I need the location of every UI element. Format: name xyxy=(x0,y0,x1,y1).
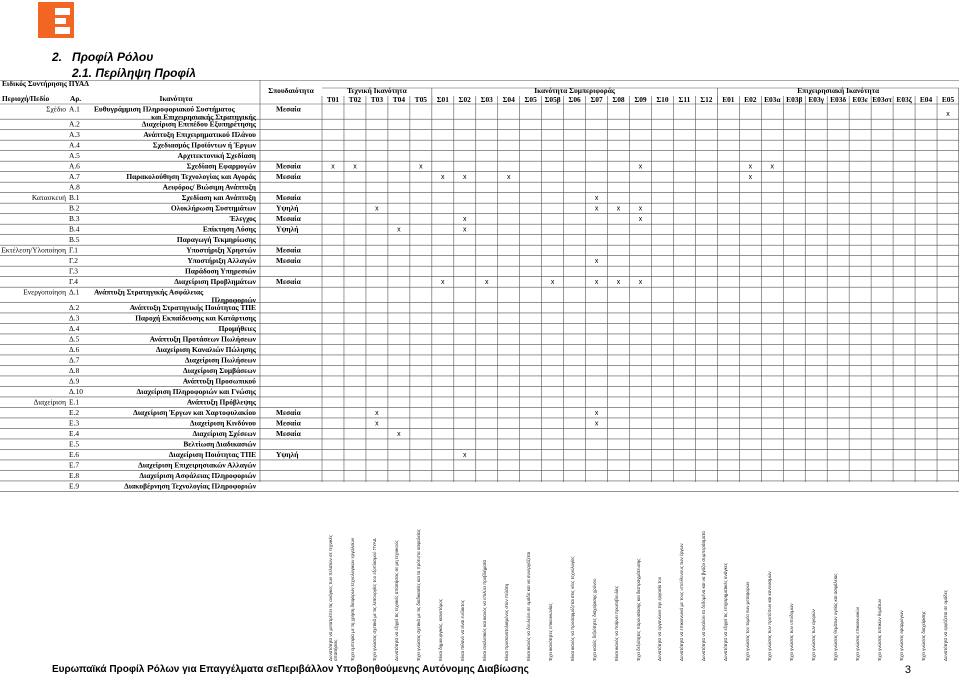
competence-mark: x xyxy=(748,174,753,182)
column-code: Σ07 xyxy=(590,95,603,104)
table-row xyxy=(69,429,401,438)
table-row xyxy=(69,334,257,343)
competence-mark: x xyxy=(331,163,335,171)
competence-mark: x xyxy=(550,279,555,287)
column-code: Σ05 xyxy=(524,95,537,104)
competence-label: Διαχείριση Σχέσεων xyxy=(192,428,256,438)
competence-label: και Επιχειρησιακής Στρατηγικής xyxy=(151,112,256,122)
row-number: Ε.1 xyxy=(69,397,80,407)
row-number: B.1 xyxy=(69,193,80,203)
table-row xyxy=(69,277,643,286)
row-number: Δ.5 xyxy=(69,334,80,344)
importance-value: Μεσαία xyxy=(276,214,301,224)
column-code: T01 xyxy=(326,95,340,104)
column-codes xyxy=(327,95,955,104)
subsection-number: 2.1. xyxy=(72,66,93,80)
column-description: Έχει γνώσεις θεμάτων υγείας και ασφάλειας xyxy=(833,573,839,661)
row-number: Γ.2 xyxy=(69,256,78,266)
competence-label: Παράδοση Υπηρεσιών xyxy=(185,266,256,276)
table-row xyxy=(69,120,257,129)
competence-mark: x xyxy=(375,420,379,428)
table-row xyxy=(69,471,257,480)
competence-mark: x xyxy=(484,279,489,287)
competence-mark: x xyxy=(594,279,599,287)
header-importance: Σπουδαιότητα xyxy=(268,86,314,95)
table-row xyxy=(69,418,599,427)
competence-label: Διαχείριση Ποιότητας ΤΠΕ xyxy=(168,449,256,459)
column-description: Έχει γνώσεις τοπικών θεμάτων xyxy=(877,598,883,661)
area-label: Σχέδιο xyxy=(46,104,66,114)
column-description: Είναι πιθανό να είναι ευέλικτος xyxy=(459,600,465,661)
competence-mark: x xyxy=(506,174,511,182)
column-code: Σ04 xyxy=(502,95,515,104)
row-number: B.3 xyxy=(69,214,80,224)
competence-mark: x xyxy=(397,430,401,438)
subsection-heading xyxy=(72,66,196,80)
competence-mark: x xyxy=(946,111,950,118)
row-number: Ε.4 xyxy=(69,428,80,438)
column-description: Δυνατότητα να αναλύει τα δεδομένα και να βγάζει συμπεράσματα xyxy=(701,531,707,661)
row-number: Γ.3 xyxy=(69,266,78,276)
column-description: Είναι ικανός να δουλεύει σε ομάδα και να συνεργάζεται xyxy=(525,551,531,661)
table-row xyxy=(69,324,257,333)
importance-value: Μεσαία xyxy=(276,407,301,417)
column-code: Σ03 xyxy=(480,95,493,104)
row-number: Δ.3 xyxy=(69,313,80,323)
column-code: Ε02 xyxy=(744,95,757,104)
competence-label: Ανάπτυξη Στρατηγικής Ποιότητας ΤΠΕ xyxy=(129,302,256,312)
competence-label: Διαχείριση Πωλήσεων xyxy=(184,355,256,365)
competence-mark: x xyxy=(463,174,467,182)
competence-label: Διαχείριση Προβλημάτων xyxy=(174,277,256,287)
row-number: Ε.6 xyxy=(69,449,80,459)
column-code: Σ10 xyxy=(656,95,669,104)
competence-label: Σχεδίαση και Ανάπτυξη xyxy=(181,193,256,203)
page-number: 3 xyxy=(904,664,911,676)
section-heading xyxy=(52,50,153,64)
table-row xyxy=(32,193,599,202)
competence-mark: x xyxy=(638,216,643,224)
row-number: Δ.9 xyxy=(69,376,80,386)
table-row xyxy=(69,214,643,223)
table-row xyxy=(69,439,257,448)
column-description: Δυνατότητα να εξηγεί τις τεχνικές απαιτήσεις σε μη τεχνικούς xyxy=(393,540,399,661)
row-number: A.1 xyxy=(69,104,80,114)
table-row xyxy=(69,162,775,171)
competence-label: Επίκτηση Λύσης xyxy=(202,224,256,234)
table-row xyxy=(69,366,257,375)
competence-mark: x xyxy=(375,409,379,417)
column-description: Είναι ικανός να παίρνει πρωτοβουλίες xyxy=(613,585,619,661)
area-label: Κατασκευή xyxy=(31,193,66,203)
row-number: A.7 xyxy=(69,172,80,182)
importance-value: Υψηλή xyxy=(276,203,299,213)
column-code: Σ08 xyxy=(612,95,625,104)
table-row xyxy=(69,481,257,490)
competence-label: Παραγωγή Τεκμηρίωσης xyxy=(176,235,256,245)
competence-mark: x xyxy=(616,205,621,213)
area-label: Εκτέλεση/Υλοποίηση xyxy=(1,245,66,255)
column-code: T03 xyxy=(370,95,384,104)
subsection-title: Περίληψη Προφίλ xyxy=(95,66,196,80)
column-description: Έχει γνώσεις σχετικά με τις λειτουργίες του εξοπλισμού ΠΥΑΔ xyxy=(371,538,377,661)
competence-mark: x xyxy=(441,279,445,287)
row-number: Δ.10 xyxy=(69,386,83,396)
header-group-behavioural: Ικανότητα Συμπεριφοράς xyxy=(534,86,615,95)
table-row xyxy=(69,151,256,160)
row-number: Ε.8 xyxy=(69,470,80,480)
competence-label: Ανάπτυξη Προσωπικού xyxy=(182,376,256,386)
competence-label: Σχεδιασμός Προϊόντων ή Έργων xyxy=(152,140,256,150)
row-number: B.4 xyxy=(69,224,80,234)
competence-mark: x xyxy=(638,163,643,171)
column-code: Ε03στ xyxy=(872,95,892,104)
competence-mark: x xyxy=(770,163,775,171)
competence-label: Πληροφοριών xyxy=(211,295,256,305)
row-number: A.5 xyxy=(69,151,80,161)
competence-mark: x xyxy=(594,409,599,417)
importance-value: Μεσαία xyxy=(276,104,301,114)
logo xyxy=(38,2,74,38)
column-code: Σ09 xyxy=(634,95,647,104)
table-row xyxy=(69,450,467,459)
header-group-technical: Τεχνική Ικανότητα xyxy=(347,86,407,95)
row-number: A.6 xyxy=(69,161,80,171)
row-number: Δ.6 xyxy=(69,344,80,354)
competence-matrix-table xyxy=(0,80,959,515)
column-code: Ε05 xyxy=(941,95,955,104)
competence-mark: x xyxy=(748,163,753,171)
row-number: B.5 xyxy=(69,235,80,245)
row-number: Δ.2 xyxy=(69,302,80,312)
row-number: Δ.4 xyxy=(69,323,80,333)
competence-mark: x xyxy=(463,451,467,459)
row-number: A.4 xyxy=(69,140,80,150)
area-label: Ενεργοποίηση xyxy=(23,287,66,297)
competence-mark: x xyxy=(638,205,643,213)
competence-label: Διαχείριση Συμβάσεων xyxy=(183,365,256,375)
importance-value: Μεσαία xyxy=(276,256,301,266)
row-number: Γ.1 xyxy=(69,245,78,255)
column-description: Δυνατότητα να επικοινωνεί με τους υπεύθυνους των έργων xyxy=(679,543,685,661)
row-number: Ε.9 xyxy=(69,481,80,491)
column-code: Ε03γ xyxy=(808,95,825,104)
column-code: Ε03β xyxy=(786,95,803,104)
column-code: Ε01 xyxy=(722,95,735,104)
column-description: Είναι ικανός να προσαρμόζεται στις νέες τεχνολογίες xyxy=(569,556,575,661)
column-code: Σ11 xyxy=(678,95,691,104)
importance-value: Μεσαία xyxy=(276,161,301,171)
table-row xyxy=(69,130,256,139)
section-number: 2. xyxy=(52,50,63,64)
row-number: Ε.2 xyxy=(69,407,80,417)
competence-label: Έλεγχος xyxy=(229,214,256,224)
column-code: Ε03δ xyxy=(830,95,847,104)
competence-label: Ανάπτυξη Επιχειρηματικού Πλάνου xyxy=(143,130,256,140)
row-number: Δ.8 xyxy=(69,365,80,375)
column-code: Ε04 xyxy=(919,95,933,104)
competence-label: Ολοκλήρωση Συστημάτων xyxy=(170,203,256,213)
column-description: Έχει γνώσεις των υποδομών xyxy=(789,603,795,661)
competence-label: Ανάπτυξη Προτάσεων Πωλήσεων xyxy=(149,334,256,344)
column-description: Έχει δεξιότητες παρουσίασης και διαπραγμάτευσης xyxy=(635,558,641,661)
header-area-title: Ειδικός Συντήρησης ΠΥΑΔ xyxy=(2,79,89,88)
table-row xyxy=(69,355,257,364)
column-description: Έχει ικανότητες επικοινωνίας xyxy=(547,603,553,661)
competence-label: Ευθυγράμμιση Πληροφοριακού Συστήματος xyxy=(94,104,235,114)
column-description: Έχει γνώσεις των προτύπων και κανονισμών xyxy=(767,571,773,661)
competence-mark: x xyxy=(616,279,621,287)
table-row xyxy=(69,225,467,234)
row-number: Ε.5 xyxy=(69,439,80,449)
competence-mark: x xyxy=(441,174,445,182)
column-code: Ε03ε xyxy=(852,95,868,104)
table-row xyxy=(69,376,256,385)
column-code: Σ01 xyxy=(436,95,449,104)
table-row xyxy=(69,313,257,322)
column-description: Δυνατότητα να εργάζεται σε ομάδες xyxy=(943,590,949,661)
table-row xyxy=(33,397,256,406)
column-description: Έχει γνώσεις των αγορών xyxy=(811,609,817,661)
table-row xyxy=(69,408,599,417)
competence-mark: x xyxy=(419,163,423,171)
header-number: Αρ. xyxy=(70,94,82,103)
column-code: Ε03α xyxy=(764,95,781,104)
row-number: A.8 xyxy=(69,182,80,192)
column-code: Σ02 xyxy=(458,95,471,104)
importance-value: Μεσαία xyxy=(276,245,301,255)
table-grid xyxy=(0,80,959,491)
column-description: Έχει γνώσεις διαχείρισης xyxy=(921,611,927,661)
column-code: T02 xyxy=(348,95,362,104)
table-row xyxy=(69,183,256,192)
competence-mark: x xyxy=(463,226,467,234)
column-description: Έχει γνώσεις σχετικά με τις διαδικασίες και τα πρότυπα ασφαλείας xyxy=(415,529,421,661)
competence-label: Αειφόρος/ Βιώσιμη Ανάπτυξη xyxy=(162,182,256,192)
competence-mark: x xyxy=(594,420,599,428)
competence-label: Διαχείριση Κινδύνου xyxy=(189,418,256,428)
importance-value: Μεσαία xyxy=(276,193,301,203)
column-code: T04 xyxy=(392,95,406,104)
column-code: Σ05β xyxy=(544,95,561,104)
competence-label: Ανάπτυξη Πρόβλεψης xyxy=(186,397,256,407)
column-description: Δυνατότητα να μετατρέπει τις ανάγκες των πελατών σε τεχνικές απαιτήσεις xyxy=(328,535,338,661)
table-row xyxy=(69,460,257,469)
column-description: Έχει γνώσεις του τομέα των μεταφορών xyxy=(745,581,751,661)
competence-label: Διαχείριση Έργων και Χαρτοφυλακίου xyxy=(133,407,256,417)
row-number: A.2 xyxy=(69,119,80,129)
row-number: Δ.7 xyxy=(69,355,80,365)
table-row xyxy=(69,267,257,276)
table-row xyxy=(69,256,599,265)
column-code: Ε03ζ xyxy=(896,95,912,104)
table-row xyxy=(1,246,301,255)
competence-mark: x xyxy=(463,216,467,224)
competence-label: Διαχείριση Επιπέδου Εξυπηρέτησης xyxy=(141,119,256,129)
column-description: Είναι προσανατολισμένος στον πελάτη xyxy=(503,583,509,661)
header-competence: Ικανότητα xyxy=(159,94,193,103)
table-row xyxy=(69,387,257,396)
competence-label: Σχεδίαση Εφαρμογών xyxy=(186,161,256,171)
table-row xyxy=(69,345,257,354)
footer-text: Ευρωπαϊκά Προφίλ Ρόλων για Επαγγέλματα σεΠεριβάλλον Υποβοηθούμενης Αυτόνομης Διαβίωσης xyxy=(52,664,529,675)
column-descriptions xyxy=(0,517,959,662)
competence-label: Υποστήριξη Χρηστών xyxy=(186,245,256,255)
column-description: Δυνατότητα να οργανώνει την εργασία του xyxy=(657,576,663,661)
importance-value: Υψηλή xyxy=(276,449,299,459)
column-code: Σ12 xyxy=(700,95,713,104)
importance-value: Μεσαία xyxy=(276,172,301,182)
row-number: Δ.1 xyxy=(69,287,80,297)
header-group-business: Επιχειρησιακή Ικανότητα xyxy=(797,86,880,95)
column-description: Έχει γνώσεις επικοινωνιών xyxy=(855,607,861,661)
column-code: Σ06 xyxy=(568,95,581,104)
competence-label: Διαχείριση Ασφάλειας Πληροφοριών xyxy=(139,470,256,480)
header-area: Περιοχή/Πεδίο xyxy=(2,94,50,103)
table-row xyxy=(69,235,257,244)
competence-label: Διαχείριση Καναλιών Πώλησης xyxy=(155,344,256,354)
competence-mark: x xyxy=(594,205,599,213)
row-number: Ε.7 xyxy=(69,460,80,470)
row-number: B.2 xyxy=(69,203,80,213)
row-number: Ε.3 xyxy=(69,418,80,428)
area-label: Διαχείριση xyxy=(33,397,66,407)
importance-value: Μεσαία xyxy=(276,277,301,287)
column-description: Είναι αναλυτικός και ικανός να επιλύει προβλήματα xyxy=(481,559,487,661)
column-description: Έχει καλές δεξιότητες διαχείρισης χρόνου xyxy=(591,578,597,661)
competence-label: Διαχείριση Επιχειρησιακών Αλλαγών xyxy=(138,460,256,470)
competence-mark: x xyxy=(397,226,401,234)
section-title: Προφίλ Ρόλου xyxy=(72,50,154,64)
table-row xyxy=(69,172,753,181)
competence-label: Διακυβέρνηση Τεχνολογίας Πληροφοριών xyxy=(124,481,256,491)
column-code: T05 xyxy=(414,95,428,104)
competence-label: Διαχείριση Πληροφοριών και Γνώσης xyxy=(136,386,256,396)
competence-label: Προμήθειες xyxy=(218,323,256,333)
competence-label: Παροχή Εκπαίδευσης και Κατάρτισης xyxy=(135,313,256,323)
row-number: Γ.4 xyxy=(69,277,78,287)
table-row xyxy=(69,141,257,150)
row-number: A.3 xyxy=(69,130,80,140)
competence-label: Βελτίωση Διαδικασιών xyxy=(183,439,256,449)
table-row xyxy=(69,303,256,312)
competence-mark: x xyxy=(638,279,643,287)
competence-label: Ανάπτυξη Στρατηγικής Ασφάλειας xyxy=(94,287,204,297)
competence-label: Παρακολούθηση Τεχνολογίας και Αγοράς xyxy=(126,172,256,182)
table-row xyxy=(69,204,643,213)
column-description: Έχει γνώσεις εφαρμογών xyxy=(899,610,905,661)
importance-value: Υψηλή xyxy=(276,224,299,234)
competence-mark: x xyxy=(375,205,379,213)
competence-mark: x xyxy=(594,195,599,203)
competence-mark: x xyxy=(594,258,599,266)
importance-value: Μεσαία xyxy=(276,428,301,438)
column-description: Έχει εμπειρία με τη χρήση διαφόρων τεχνολογικών εργαλείων xyxy=(349,537,355,661)
competence-mark: x xyxy=(353,163,357,171)
column-description: Δυνατότητα να εξηγεί τις επιχειρηματικές ανάγκες xyxy=(723,562,729,661)
importance-value: Μεσαία xyxy=(276,418,301,428)
competence-label: Αρχιτεκτονική Σχεδίαση xyxy=(177,151,256,161)
competence-label: Υποστήριξη Αλλαγών xyxy=(187,256,256,266)
column-description: Είναι δημιουργικός, καινοτόμος xyxy=(437,599,443,661)
